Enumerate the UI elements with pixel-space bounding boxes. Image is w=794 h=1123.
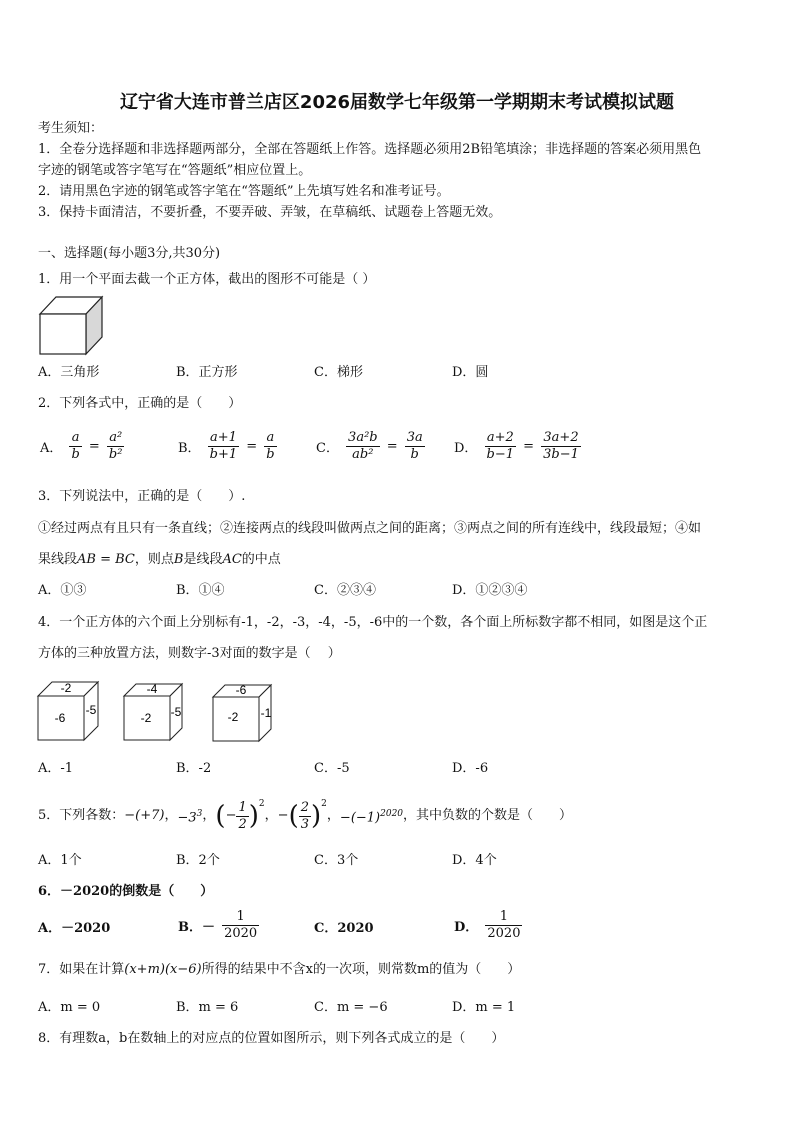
q6-stem: 6．－2020的倒数是（ ）	[38, 884, 214, 899]
q6-option-d[interactable]: D． $\frac{1}{2020}$	[454, 909, 521, 941]
q3-option-d[interactable]: D．①②③④	[452, 583, 528, 598]
notice-item-2: 2．请用黑色字迹的钢笔或答字笔在“答题纸”上先填写姓名和准考证号。	[38, 184, 450, 199]
q5-option-d[interactable]: D．4个	[452, 853, 497, 868]
cube-2-side-label: -5	[170, 705, 182, 719]
fraction: $\frac{3a+2}{3b-1}$	[543, 430, 579, 462]
fraction: $\frac{\text{3a²b}}{\text{ab²}}$	[348, 430, 378, 462]
cube-view-3	[211, 681, 277, 743]
q5-option-a[interactable]: A．1个	[38, 853, 82, 868]
q3-stem: 3．下列说法中，正确的是（ ）.	[38, 489, 246, 504]
fraction: $\frac{a+2}{b-1}$	[486, 430, 515, 462]
q2-option-c[interactable]: C． $\frac{\text{3a²b}}{\text{ab²}}$ = $\frac{3a}{b}$	[316, 430, 423, 462]
q1-option-d[interactable]: D．圆	[452, 365, 489, 380]
q2-stem: 2．下列各式中，正确的是（ ）	[38, 396, 242, 411]
cube-1-top-label: -2	[60, 681, 72, 695]
q2-option-d[interactable]: D． $\frac{a+2}{b-1}$ = $\frac{3a+2}{3b-1}$	[454, 430, 579, 462]
q7-option-a[interactable]: A．m = 0	[38, 1000, 101, 1015]
fraction: $\frac{1}{2}$	[238, 799, 247, 832]
fraction: $\frac{\text{a²}}{\text{b²}}$	[108, 430, 123, 462]
q6-option-b[interactable]: B．－ $\frac{1}{2020}$	[178, 909, 258, 941]
fraction: $\frac{1}{2020}$	[487, 909, 521, 941]
fraction: $\frac{1}{2020}$	[224, 909, 258, 941]
notice-item-1-cont: 字迹的钢笔或答字笔写在“答题纸”相应位置上。	[38, 163, 312, 178]
q3-option-c[interactable]: C．②③④	[314, 583, 376, 598]
q4-stem-line1: 4．一个正方体的六个面上分别标有-1，-2，-3，-4，-5，-6中的一个数，各个面上所标数字都不相同，如图是这个正	[38, 615, 708, 630]
cube-1-side-label: -5	[85, 703, 97, 717]
q6-option-a[interactable]: A．－2020	[38, 921, 111, 936]
q1-option-a[interactable]: A．三角形	[38, 365, 100, 380]
cube-3-front-label: -2	[227, 710, 239, 724]
q3-body-line2: 果线段AB = BC，则点B是线段AC的中点	[38, 552, 281, 567]
fraction: $\frac{2}{3}$	[300, 799, 310, 832]
cube-figure	[38, 294, 106, 356]
q2-option-b[interactable]: B． $\frac{a+1}{b+1}$ = $\frac{a}{b}$	[178, 430, 275, 462]
section-heading: 一、选择题(每小题3分,共30分)	[38, 246, 221, 261]
q5-stem: 5．下列各数： −(+7) ， $-3^3$ ， ( − $\frac{1}{2}$ ) $^2$ ， − ( $\frac{2}{3}$ ) $^2$ ， $-(-1)^{2020}$ ，其中负数的个数是（ ）	[38, 799, 573, 832]
q8-stem: 8．有理数a，b在数轴上的对应点的位置如图所示，则下列各式成立的是（ ）	[38, 1031, 505, 1046]
fraction: $\frac{a}{b}$	[71, 430, 80, 462]
cube-3-side-label: -1	[260, 706, 272, 720]
q7-option-c[interactable]: C．m = −6	[314, 1000, 388, 1015]
q7-option-d[interactable]: D．m = 1	[452, 1000, 516, 1015]
q4-option-d[interactable]: D．-6	[452, 761, 489, 776]
q2-a-label: A．	[40, 441, 63, 456]
cube-3-top-label: -6	[235, 683, 247, 697]
q5-option-b[interactable]: B．2个	[176, 853, 220, 868]
notice-heading: 考生须知：	[38, 121, 104, 136]
q5-option-c[interactable]: C．3个	[314, 853, 359, 868]
q1-option-c[interactable]: C．梯形	[314, 365, 363, 380]
fraction: $\frac{a}{b}$	[266, 430, 275, 462]
q3-body-line1: ①经过两点有且只有一条直线；②连接两点的线段叫做两点之间的距离；③两点之间的所有连线中，线段最短；④如	[38, 521, 702, 536]
notice-item-1: 1．全卷分选择题和非选择题两部分，全部在答题纸上作答。选择题必须用2B铅笔填涂；非选择题的答案必须用黑色	[38, 142, 702, 157]
q6-option-c[interactable]: C．2020	[314, 921, 374, 936]
q1-stem: 1．用一个平面去截一个正方体，截出的图形不可能是（ ）	[38, 272, 376, 287]
q3-option-b[interactable]: B．①④	[176, 583, 225, 598]
q4-stem-line2: 方体的三种放置方法，则数字-3对面的数字是（ ）	[38, 646, 341, 661]
fraction: $\frac{3a}{b}$	[406, 430, 423, 462]
cube-2-top-label: -4	[146, 682, 158, 696]
cube-2-front-label: -2	[140, 711, 152, 725]
page-title: 辽宁省大连市普兰店区2026届数学七年级第一学期期末考试模拟试题	[119, 92, 675, 113]
fraction: $\frac{a+1}{b+1}$	[209, 430, 238, 462]
cube-view-1	[36, 678, 106, 744]
q4-option-c[interactable]: C．-5	[314, 761, 350, 776]
q1-option-b[interactable]: B．正方形	[176, 365, 238, 380]
q3-option-a[interactable]: A．①③	[38, 583, 87, 598]
q7-option-b[interactable]: B．m = 6	[176, 1000, 239, 1015]
q4-option-a[interactable]: A．-1	[38, 761, 74, 776]
q2-option-a[interactable]: A． $\frac{a}{b}$ = $\frac{\text{a²}}{\text{b²}}$	[40, 430, 123, 462]
cube-view-2	[122, 680, 192, 744]
cube-1-front-label: -6	[54, 711, 66, 725]
q7-stem: 7．如果在计算(x+m)(x−6)所得的结果中不含x的一次项，则常数m的值为（ ）	[38, 962, 521, 977]
notice-item-3: 3．保持卡面清洁，不要折叠，不要弄破、弄皱，在草稿纸、试题卷上答题无效。	[38, 205, 502, 220]
q4-option-b[interactable]: B．-2	[176, 761, 212, 776]
